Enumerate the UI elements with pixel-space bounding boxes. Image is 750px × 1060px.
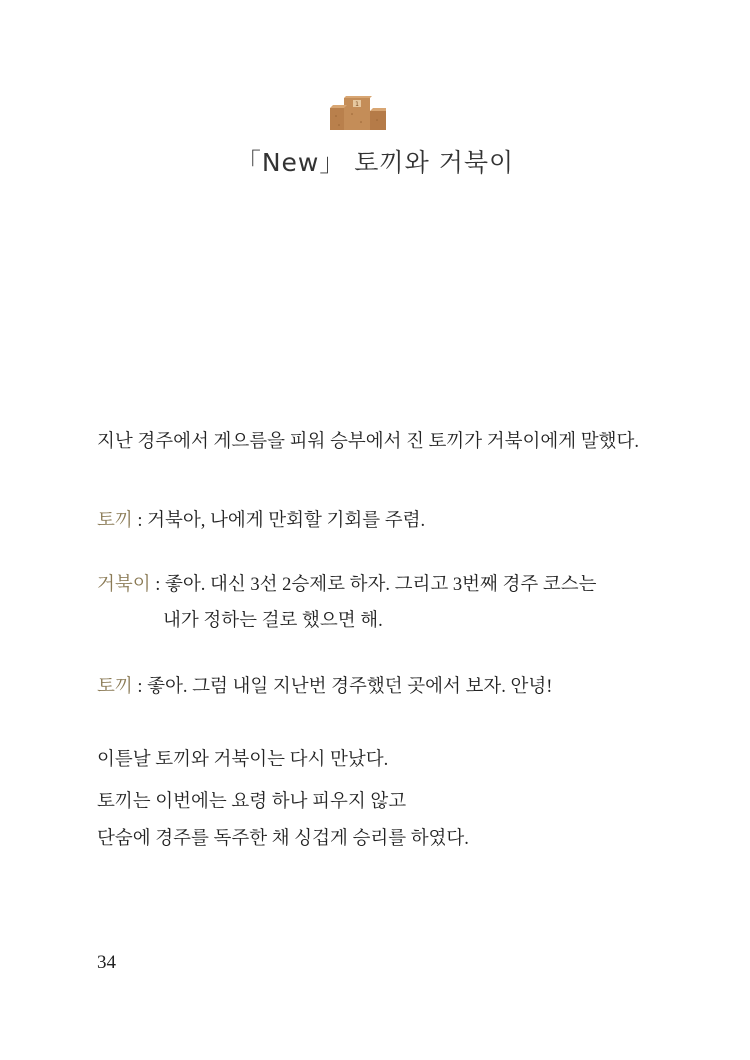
speaker-name: 토끼 [97, 677, 133, 697]
dialogue-line-3 [97, 675, 552, 699]
dialogue-text: 좋아. 대신 3선 2승제로 하자. 그리고 3번째 경주 코스는 [165, 575, 597, 595]
narration-outro-line: 토끼는 이번에는 요령 하나 피우지 않고 [97, 792, 407, 812]
narration-outro-line: 단숨에 경주를 독주한 채 싱겁게 승리를 하였다. [97, 829, 469, 849]
dialogue-separator: : [150, 575, 166, 595]
dialogue-line-2 [97, 573, 596, 597]
speaker-name: 토끼 [97, 511, 133, 531]
page-number: 34 [97, 952, 116, 973]
page-title: 「New」 토끼와 거북이 [235, 148, 515, 177]
dialogue-separator: : [132, 511, 148, 531]
narration-outro-line: 이튿날 토끼와 거북이는 다시 만났다. [97, 750, 389, 770]
podium-icon [330, 96, 386, 130]
dialogue-separator: : [132, 677, 148, 697]
narration-intro: 지난 경주에서 게으름을 피워 승부에서 진 토끼가 거북이에게 말했다. [97, 432, 640, 452]
dialogue-line-1 [97, 509, 425, 533]
speaker-name: 거북이 [97, 575, 151, 595]
svg-text:1: 1 [355, 101, 359, 108]
dialogue-continuation: 내가 정하는 걸로 했으면 해. [163, 611, 383, 631]
dialogue-text: 거북아, 나에게 만회할 기회를 주렴. [147, 511, 426, 531]
dialogue-text: 좋아. 그럼 내일 지난번 경주했던 곳에서 보자. 안녕! [147, 677, 553, 697]
